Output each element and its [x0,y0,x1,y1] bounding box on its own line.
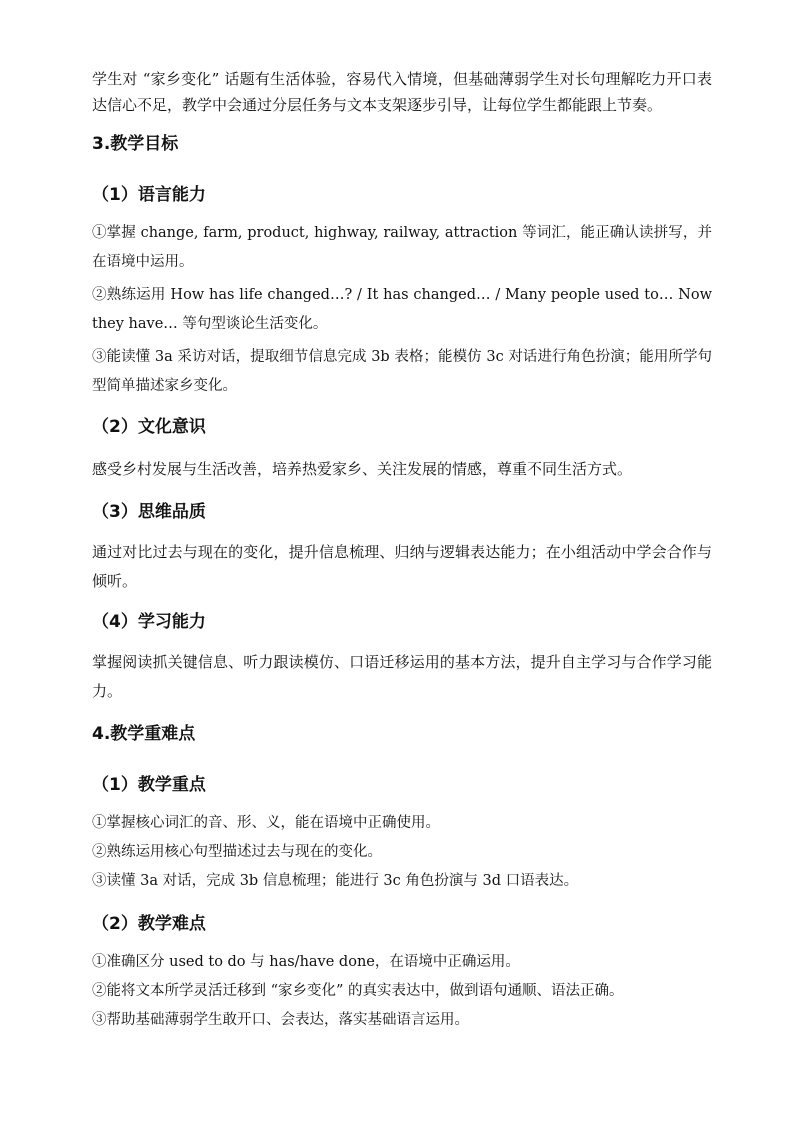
key-points-heading: （1）教学重点 [92,775,206,795]
document-page [92,66,712,1035]
culture-awareness-text: 感受乡村发展与生活改善，培养热爱家乡、关注发展的情感，尊重不同生活方式。 [92,460,633,478]
list-item: ①准确区分 used to do 与 has/have done，在语境中正确运用。 [92,954,520,970]
language-ability-list [92,219,712,401]
section4-heading: 4.教学重难点 [92,724,196,744]
learning-ability-text: 掌握阅读抓关键信息、听力跟读模仿、口语迁移运用的基本方法，提升自主学习与合作学习能力。 [92,653,712,700]
list-item: ②熟练运用核心句型描述过去与现在的变化。 [92,844,382,860]
culture-awareness-heading: （2）文化意识 [92,417,206,437]
list-item: ②能将文本所学灵活迁移到 “家乡变化” 的真实表达中，做到语句通顺、语法正确。 [92,983,624,999]
intro-paragraph: 学生对 “家乡变化” 话题有生活体验，容易代入情境，但基础薄弱学生对长句理解吃力开口表达信心不足，教学中会通过分层任务与文本支架逐步引导，让每位学生都能跟上节奏。 [92,70,712,114]
list-item: ①掌握核心词汇的音、形、义，能在语境中正确使用。 [92,815,440,831]
thinking-quality-text: 通过对比过去与现在的变化，提升信息梳理、归纳与逻辑表达能力；在小组活动中学会合作与倾听。 [92,543,712,590]
list-item: ③帮助基础薄弱学生敢开口、会表达，落实基础语言运用。 [92,1012,469,1028]
list-item: ③读懂 3a 对话，完成 3b 信息梳理；能进行 3c 角色扮演与 3d 口语表达。 [92,873,579,889]
learning-ability-heading: （4）学习能力 [92,612,206,632]
list-item: ③能读懂 3a 采访对话，提取细节信息完成 3b 表格；能模仿 3c 对话进行角色扮演；能用所学句型简单描述家乡变化。 [92,349,713,394]
difficult-points-list [92,948,712,1035]
key-points-list [92,809,712,896]
list-item: ②熟练运用 How has life changed…? / It has changed… / Many people used to… Now they have… 等句型谈论生活变化。 [92,287,712,332]
difficult-points-heading: （2）教学难点 [92,914,206,934]
list-item: ①掌握 change, farm, product, highway, railway, attraction 等词汇，能正确认读拼写，并在语境中运用。 [92,225,712,270]
section3-heading: 3.教学目标 [92,134,179,154]
language-ability-heading: （1）语言能力 [92,185,206,205]
thinking-quality-heading: （3）思维品质 [92,502,206,522]
intro-paragraph-block [92,66,712,118]
